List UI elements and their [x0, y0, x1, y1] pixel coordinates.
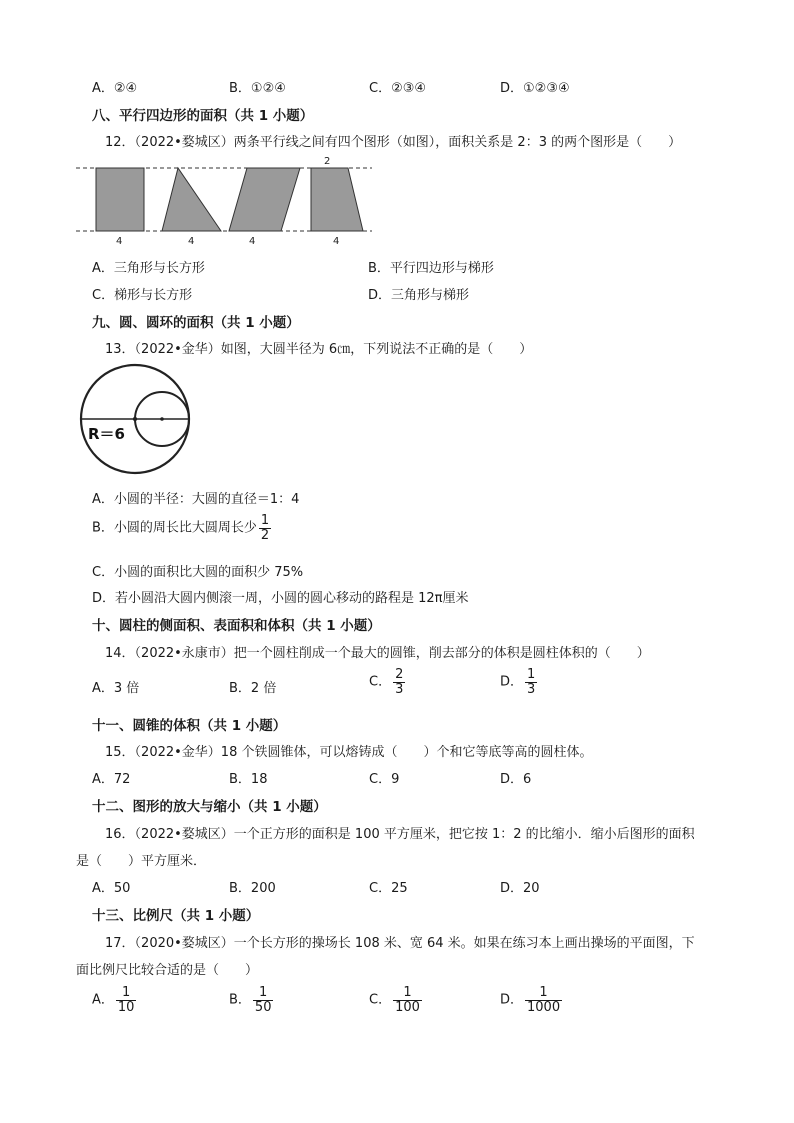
q14-option-c	[369, 668, 405, 696]
q17-option-b-fraction	[253, 986, 274, 1014]
small-circle-center	[160, 417, 164, 421]
fraction-numerator: 1	[122, 985, 131, 1000]
q12-option-c: C．梯形与长方形	[92, 288, 193, 303]
q16-option-b: B．200	[229, 881, 276, 896]
q17-option-d-fraction	[525, 986, 562, 1014]
option-letter: D．	[500, 674, 524, 690]
q13-option-c: C．小圆的面积比大圆的面积少 75%	[92, 565, 304, 580]
q17-option-a	[92, 986, 136, 1014]
section-heading-12: 十二、图形的放大与缩小（共 1 小题）	[92, 799, 327, 815]
q12-option-a: A．三角形与长方形	[92, 261, 205, 276]
q13-option-b-text: B．小圆的周长比大圆周长少	[92, 520, 257, 536]
question-17-line-2: 面比例尺比较合适的是（ ）	[76, 963, 259, 978]
section-heading-13: 十三、比例尺（共 1 小题）	[92, 908, 260, 924]
trapezoid-base-label: 4	[333, 236, 340, 247]
parallelogram-shape	[229, 168, 300, 231]
fraction-denominator: 50	[254, 999, 272, 1015]
fraction-numerator: 1	[527, 667, 536, 682]
fraction-denominator: 100	[395, 999, 420, 1015]
q14-option-d	[500, 668, 537, 696]
q11-option-a: A．②④	[92, 81, 138, 96]
question-12: 12．（2022•婺城区）两条平行线之间有四个图形（如图），面积关系是 2：3 的两个图形是（ ）	[105, 135, 682, 150]
question-16-line-2: 是（ ）平方厘米．	[76, 854, 207, 869]
q17-option-a-fraction	[116, 986, 137, 1014]
fraction-denominator: 10	[117, 999, 135, 1015]
fraction-denominator: 3	[395, 681, 404, 697]
trapezoid-shape	[311, 168, 363, 231]
q13-option-a: A．小圆的半径：大圆的直径＝1：4	[92, 492, 300, 507]
option-letter: C．	[369, 992, 392, 1008]
question-16-line-1: 16．（2022•婺城区）一个正方形的面积是 100 平方厘米，把它按 1：2 的比缩小．缩小后图形的面积	[105, 827, 695, 842]
question-17-line-1: 17．（2020•婺城区）一个长方形的操场长 108 米、宽 64 米。如果在练习本上画出操场的平面图，下	[105, 936, 695, 951]
q16-option-c: C．25	[369, 881, 408, 896]
option-letter: B．	[229, 992, 251, 1008]
rectangle-shape	[96, 168, 144, 231]
q17-option-c-fraction	[393, 986, 422, 1014]
fraction-denominator: 2	[260, 527, 270, 543]
big-circle-center	[133, 417, 137, 421]
fraction-denominator: 1000	[527, 999, 561, 1015]
q14-option-b: B．2 倍	[229, 681, 277, 696]
fraction-numerator: 1	[539, 985, 548, 1000]
option-letter: A．	[92, 992, 114, 1008]
q12-figure	[76, 152, 376, 247]
fraction-numerator: 2	[395, 667, 404, 682]
q12-option-b: B．平行四边形与梯形	[368, 261, 494, 276]
q12-option-d: D．三角形与梯形	[368, 288, 470, 303]
q14-option-d-fraction	[525, 668, 537, 696]
q13-circle-figure	[78, 362, 196, 478]
triangle-shape	[162, 168, 221, 231]
section-heading-11: 十一、圆锥的体积（共 1 小题）	[92, 718, 287, 734]
radius-label: R＝6	[88, 425, 125, 443]
q17-option-c	[369, 986, 422, 1014]
q14-option-a: A．3 倍	[92, 681, 140, 696]
q13-option-b-fraction	[259, 514, 271, 542]
q15-option-a: A．72	[92, 772, 131, 787]
q17-option-b	[229, 986, 273, 1014]
q15-option-b: B．18	[229, 772, 268, 787]
q14-option-c-fraction	[393, 668, 405, 696]
q13-option-b	[92, 514, 271, 542]
section-heading-8: 八、平行四边形的面积（共 1 小题）	[92, 108, 314, 124]
fraction-denominator: 3	[527, 681, 536, 697]
parallelogram-base-label: 4	[249, 236, 256, 247]
option-letter: D．	[500, 992, 524, 1008]
rectangle-base-label: 4	[116, 236, 123, 247]
q11-option-d: D．①②③④	[500, 81, 570, 96]
q15-option-c: C．9	[369, 772, 400, 787]
fraction-numerator: 1	[260, 513, 270, 528]
fraction-numerator: 1	[403, 985, 412, 1000]
triangle-base-label: 4	[188, 236, 195, 247]
section-heading-10: 十、圆柱的侧面积、表面积和体积（共 1 小题）	[92, 618, 381, 634]
q11-option-c: C．②③④	[369, 81, 427, 96]
option-letter: C．	[369, 674, 392, 690]
trapezoid-top-label: 2	[324, 156, 331, 167]
q15-option-d: D．6	[500, 772, 532, 787]
fraction-numerator: 1	[259, 985, 268, 1000]
question-15: 15．（2022•金华）18 个铁圆锥体，可以熔铸成（ ）个和它等底等高的圆柱体。	[105, 745, 593, 760]
q11-option-b: B．①②④	[229, 81, 286, 96]
q17-option-d	[500, 986, 562, 1014]
question-13: 13．（2022•金华）如图，大圆半径为 6㎝，下列说法不正确的是（ ）	[105, 342, 533, 357]
q16-option-d: D．20	[500, 881, 540, 896]
section-heading-9: 九、圆、圆环的面积（共 1 小题）	[92, 315, 300, 331]
q16-option-a: A．50	[92, 881, 131, 896]
question-14: 14．（2022•永康市）把一个圆柱削成一个最大的圆锥，削去部分的体积是圆柱体积的（ ）	[105, 646, 650, 661]
q13-option-d: D．若小圆沿大圆内侧滚一周，小圆的圆心移动的路程是 12π厘米	[92, 591, 469, 606]
